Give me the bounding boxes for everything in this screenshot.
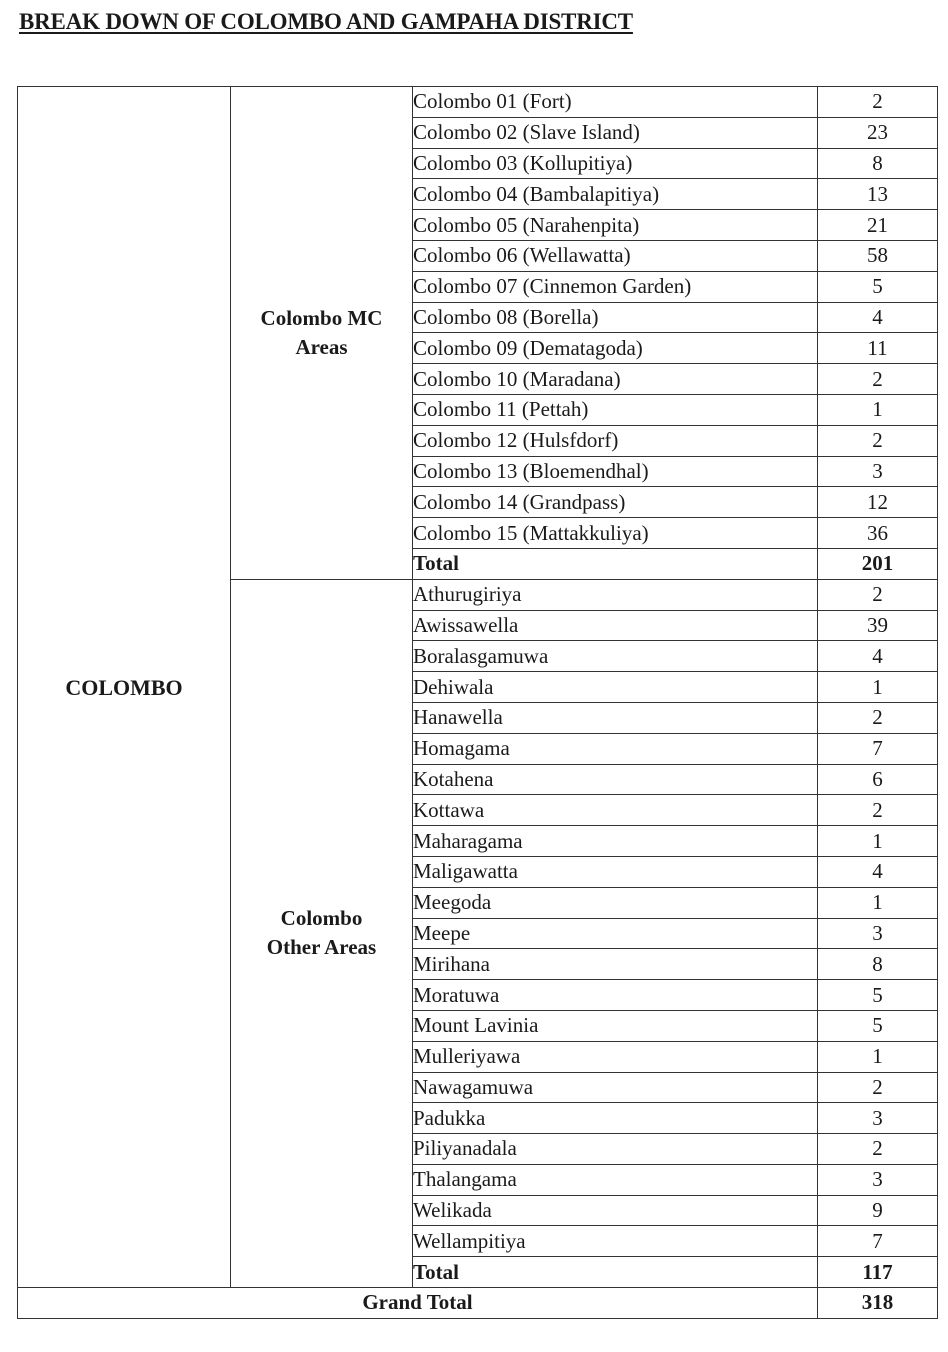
location-count: 6 [818, 764, 938, 795]
location-count: 1 [818, 672, 938, 703]
location-count: 12 [818, 487, 938, 518]
grand-total-label: Grand Total [18, 1288, 818, 1319]
grand-total-value: 318 [818, 1288, 938, 1319]
location-name: Moratuwa [413, 980, 818, 1011]
location-count: 1 [818, 394, 938, 425]
subtotal-value: 201 [818, 548, 938, 579]
location-count: 2 [818, 1072, 938, 1103]
location-count: 7 [818, 1226, 938, 1257]
location-count: 7 [818, 733, 938, 764]
location-count: 2 [818, 87, 938, 118]
location-name: Colombo 02 (Slave Island) [413, 117, 818, 148]
location-name: Colombo 12 (Hulsfdorf) [413, 425, 818, 456]
area-group-name [231, 87, 413, 580]
location-count: 2 [818, 702, 938, 733]
location-count: 2 [818, 579, 938, 610]
table-body [18, 87, 938, 1319]
location-count: 3 [818, 456, 938, 487]
location-name: Colombo 15 (Mattakkuliya) [413, 518, 818, 549]
location-name: Athurugiriya [413, 579, 818, 610]
location-name: Meepe [413, 918, 818, 949]
area-group-name-line2: Other Areas [266, 935, 377, 960]
subtotal-value: 117 [818, 1257, 938, 1288]
grand-total-row [18, 1288, 938, 1319]
location-name: Kottawa [413, 795, 818, 826]
location-count: 3 [818, 918, 938, 949]
location-count: 5 [818, 980, 938, 1011]
location-name: Colombo 05 (Narahenpita) [413, 210, 818, 241]
location-count: 2 [818, 1134, 938, 1165]
location-count: 13 [818, 179, 938, 210]
location-name: Boralasgamuwa [413, 641, 818, 672]
subtotal-label: Total [413, 1257, 818, 1288]
location-count: 2 [818, 425, 938, 456]
location-count: 1 [818, 887, 938, 918]
table-row [18, 87, 938, 118]
location-count: 3 [818, 1103, 938, 1134]
location-name: Awissawella [413, 610, 818, 641]
location-count: 58 [818, 240, 938, 271]
location-name: Colombo 09 (Dematagoda) [413, 333, 818, 364]
location-name: Nawagamuwa [413, 1072, 818, 1103]
district-name: COLOMBO [18, 87, 231, 1288]
location-name: Mulleriyawa [413, 1041, 818, 1072]
location-name: Hanawella [413, 702, 818, 733]
area-group-name [231, 579, 413, 1287]
location-count: 4 [818, 641, 938, 672]
location-count: 2 [818, 795, 938, 826]
location-count: 4 [818, 856, 938, 887]
document-title: BREAK DOWN OF COLOMBO AND GAMPAHA DISTRICT [19, 9, 633, 34]
location-count: 36 [818, 518, 938, 549]
location-name: Colombo 14 (Grandpass) [413, 487, 818, 518]
district-breakdown-table [17, 86, 938, 1319]
location-count: 5 [818, 271, 938, 302]
location-name: Padukka [413, 1103, 818, 1134]
location-name: Kotahena [413, 764, 818, 795]
location-count: 21 [818, 210, 938, 241]
location-name: Colombo 13 (Bloemendhal) [413, 456, 818, 487]
location-name: Dehiwala [413, 672, 818, 703]
location-count: 9 [818, 1195, 938, 1226]
area-group-name-line1: Colombo [280, 906, 363, 931]
location-name: Colombo 11 (Pettah) [413, 394, 818, 425]
location-count: 39 [818, 610, 938, 641]
location-count: 3 [818, 1164, 938, 1195]
location-count: 11 [818, 333, 938, 364]
subtotal-label: Total [413, 548, 818, 579]
location-name: Mirihana [413, 949, 818, 980]
location-name: Piliyanadala [413, 1134, 818, 1165]
location-name: Welikada [413, 1195, 818, 1226]
location-count: 8 [818, 949, 938, 980]
location-count: 5 [818, 1010, 938, 1041]
location-name: Colombo 04 (Bambalapitiya) [413, 179, 818, 210]
location-count: 8 [818, 148, 938, 179]
location-name: Colombo 06 (Wellawatta) [413, 240, 818, 271]
location-count: 1 [818, 1041, 938, 1072]
location-count: 2 [818, 364, 938, 395]
area-group-name-line1: Colombo MC [260, 305, 383, 330]
location-count: 1 [818, 826, 938, 857]
location-name: Meegoda [413, 887, 818, 918]
location-name: Thalangama [413, 1164, 818, 1195]
location-name: Colombo 07 (Cinnemon Garden) [413, 271, 818, 302]
location-name: Colombo 10 (Maradana) [413, 364, 818, 395]
location-name: Maligawatta [413, 856, 818, 887]
location-count: 4 [818, 302, 938, 333]
location-name: Mount Lavinia [413, 1010, 818, 1041]
location-name: Maharagama [413, 826, 818, 857]
location-name: Colombo 08 (Borella) [413, 302, 818, 333]
location-name: Colombo 03 (Kollupitiya) [413, 148, 818, 179]
location-name: Homagama [413, 733, 818, 764]
location-count: 23 [818, 117, 938, 148]
location-name: Wellampitiya [413, 1226, 818, 1257]
location-name: Colombo 01 (Fort) [413, 87, 818, 118]
area-group-name-line2: Areas [295, 334, 348, 359]
